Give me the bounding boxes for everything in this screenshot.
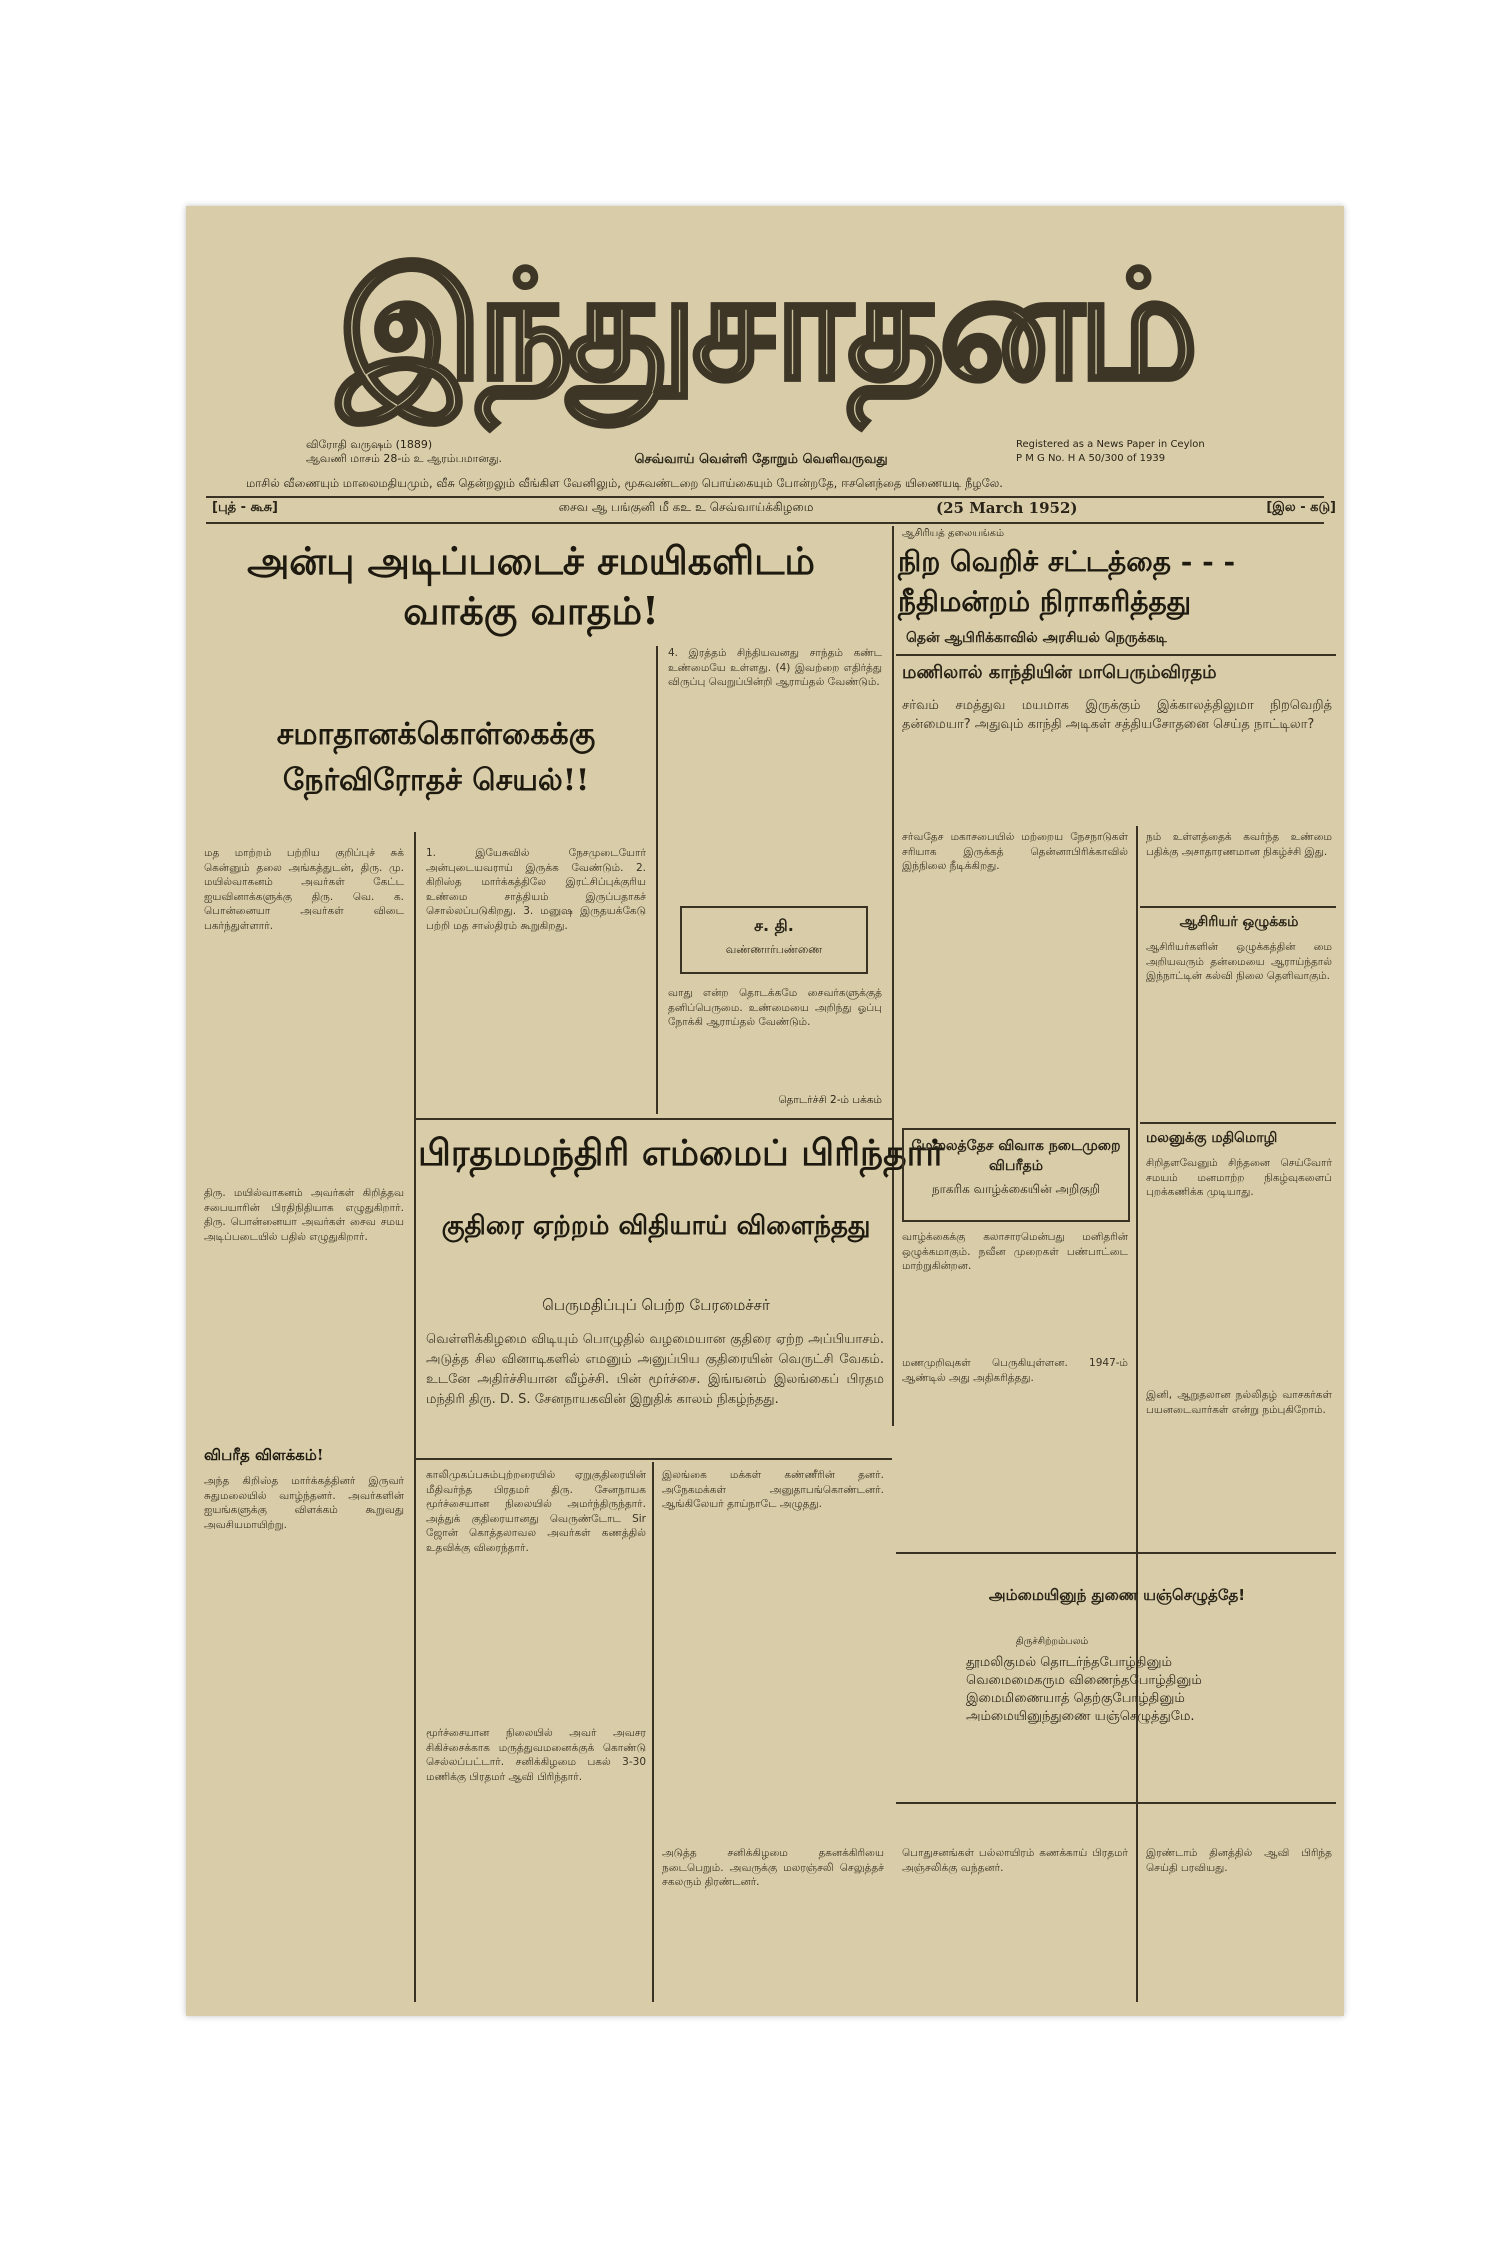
signature-initials: ச. தி.: [754, 916, 794, 935]
poem-title: அம்மையினுந் துணை யஞ்செழுத்தே!: [988, 1586, 1246, 1604]
main-body-left: காலிமுகப்பசும்புற்றரையில் ஏறுகுதிரையின் மீதிவர்ந்த பிரதமர் திரு. சேனநாயக மூர்ச்சையான நிலையில் அமர்ந்திருந்தார். அத்துக் குதிரையானது வெருண்டோட Sir ஜோன் கொத்தலாவல அவர்கள் கணத்தில் உதவிக்கு விரைந்தார்.: [426, 1469, 646, 1554]
side-body-3: இனி, ஆறுதலான நல்லிதழ் வாசகர்கள் பயனடைவார்கள் என்று நம்புகிறோம்.: [1146, 1389, 1332, 1416]
main-body-right: இலங்கை மக்கள் கண்ணீரின் தனர். அநேகமக்கள் அனுதாபங்கொண்டனர். ஆங்கிலேயர் தாய்நாடே அழுதது.: [662, 1469, 884, 1510]
main-rule-bottom: [416, 1458, 892, 1460]
vipareetha-heading: விபரீத விளக்கம்!: [204, 1446, 324, 1464]
editorial-heading: ஆசிரியர் ஒழுக்கம்: [1179, 914, 1299, 930]
editorial-rule: [1140, 906, 1336, 908]
masthead-title: இந்துசாதனம்: [337, 238, 1193, 414]
news-headline-2: மணிலால் காந்தியின் மாபெரும்விரதம்: [902, 662, 1217, 683]
era-line: விரோதி வருஷம் (1889): [306, 438, 433, 451]
main-subhead: குதிரை ஏற்றம் விதியாய் விளைந்தது: [441, 1211, 871, 1241]
news-kicker: ஆசிரியத் தலையங்கம்: [902, 528, 1004, 539]
publication-frequency: செவ்வாய் வெள்ளி தோறும் வெளிவருவது: [634, 452, 888, 467]
start-line: ஆவணி மாசம் 28-ம் உ ஆரம்பமானது.: [306, 452, 503, 465]
lead-column-2: 1. இயேசுவில் நேசமுடையோர் அன்புடையவராய் இருக்க வேண்டும். 2. கிறிஸ்த மார்க்கத்திலே இரட்சிப்புக்குரிய உண்மை சாத்தியம் இருப்பதாகச் சொல்லப்படுகிறது. 3. மனுஷ இருதயக்கேடு பற்றி மத சாஸ்திரம் கூறுகிறது.: [426, 847, 646, 932]
poem-label: திருச்சிற்றம்பலம்: [1015, 1636, 1089, 1647]
column-rule-3: [892, 526, 894, 1426]
poem-line-2: வெமைமைகரும விணைந்தபோழ்தினும்: [966, 1673, 1202, 1688]
main-body-left-2: மூர்ச்சையான நிலையில் அவர் அவசர சிகிச்சைக்காக மருத்துவமனைக்குக் கொண்டு செல்லப்பட்டார். சனிக்கிழமை பகல் 3-30 மணிக்கு பிரதமர் ஆவி பிரிந்தார்.: [426, 1727, 646, 1783]
side-article-body: வாழ்க்கைக்கு கலாசாரமென்பது மனிதரின் ஒழுக்கமாகும். நவீன முறைகள் பண்பாட்டை மாற்றுகின்றன.: [902, 1231, 1128, 1272]
poem-line-3: இமைமிணையாத் தெற்குபோழ்தினும்: [966, 1691, 1185, 1706]
lead-column-1-continued: திரு. மயில்வாகனம் அவர்கள் கிறித்தவ சபையாரின் பிரதிநிதியாக எழுதுகிறார். திரு. பொன்னையா அவர்கள் சைவ சமய அடிப்படையில் பதில் எழுதுகிறார்.: [204, 1187, 404, 1243]
signature-place: வண்ணார்பண்ணை: [725, 943, 823, 956]
header-rule-top: [206, 496, 1324, 498]
registration-line: Registered as a News Paper in Ceylon: [1016, 439, 1205, 450]
news-body: சர்வம் சமத்துவ மயமாக இருக்கும் இக்காலத்திலுமா நிறவெறித் தன்மையா? அதுவும் காந்தி அடிகள் சத்தியசோதனை செய்த நாட்டிலா?: [902, 698, 1332, 732]
news-body-3: நம் உள்ளத்தைக் கவர்ந்த உண்மை பதிக்கு அசாதாரணமான நிகழ்ச்சி இது.: [1146, 831, 1332, 858]
main-body-right-2: அடுத்த சனிக்கிழமை தகனக்கிரியை நடைபெறும். அவருக்கு மலரஞ்சலி செலுத்தச் சகலரும் திரண்டனர்.: [662, 1847, 884, 1888]
lead-column-1: மத மாற்றம் பற்றிய குறிப்புச் சுக் கென்னும் தலை அங்கத்துடன், திரு. மு. மயில்வாகனம் அவர்கள் கேட்ட ஐயவினாக்களுக்கு திரு. வெ. க. பொன்னையா அவர்கள் விடை பகர்ந்துள்ளார்.: [204, 847, 404, 932]
main-byline: பெருமதிப்புப் பெற்ற பேரமைச்சர்: [542, 1296, 770, 1314]
bottom-note-2: இரண்டாம் தினத்தில் ஆவி பிரிந்த செய்தி பரவியது.: [1146, 1847, 1332, 1874]
lead-column-3-continued: வாது என்ற தொடக்கமே சைவர்களுக்குத் தனிப்பெருமை. உண்மையை அறிந்து ஓப்பு நோக்கி ஆராய்தல் வேண்டும்.: [668, 987, 882, 1028]
newspaper-page: [186, 206, 1344, 2016]
news-body-2: சர்வதேச மகாசபையில் மற்றைய நேசநாடுகள் சரியாக இருக்கத் தென்னாபிரிக்காவில் இந்நிலை நீடிக்கிறது.: [902, 831, 1128, 872]
side-article-headline: மேலைத்தேச விவாக நடைமுறை விபரீதம்: [911, 1138, 1121, 1174]
volume-number: [புத் - கூசு]: [212, 500, 278, 515]
main-column-rule: [652, 1462, 654, 2002]
english-date: (25 March 1952): [936, 499, 1078, 517]
continued-note: தொடர்ச்சி 2-ம் பக்கம்: [778, 1094, 882, 1106]
main-headline: பிரதமமந்திரி எம்மைப் பிரிந்தார்: [418, 1132, 945, 1174]
tamil-date: சைவ ஆ பங்குனி மீ கஉ உ செவ்வாய்க்கிழமை: [558, 500, 814, 514]
lead-headline: அன்பு அடிப்படைச் சமயிகளிடம் வாக்கு வாதம்!: [247, 538, 815, 633]
column-rule-4: [1136, 826, 1138, 1896]
news-headline: நிற வெறிச் சட்டத்தை - - - நீதிமன்றம் நிராகரித்தது: [898, 545, 1236, 618]
header-right: [1016, 438, 1336, 466]
main-rule-top: [416, 1118, 892, 1120]
header-rule-bottom: [206, 522, 1324, 524]
column-rule-1: [414, 832, 416, 2002]
news-rule: [896, 654, 1336, 656]
signature-box: [680, 906, 868, 974]
column-note-rule: [1140, 1122, 1336, 1124]
poem-rule-bottom: [896, 1802, 1336, 1804]
motto: மாசில் வீணையும் மாலைமதியமும், வீசு தென்றலும் வீங்கிள வேனிலும், மூசுவண்டறை பொய்கையும் போன்றதே, ஈசனெந்தை யிணையடி நீழலே.: [246, 476, 1003, 490]
side-article-subhead: நாகரிக வாழ்க்கையின் அறிகுறி: [931, 1182, 1101, 1196]
lead-column-3: 4. இரத்தம் சிந்தியவனது சாந்தம் கண்ட உண்மையே உள்ளது. (4) இவற்றை எதிர்த்து விருப்பு வெறுப்பின்றி ஆராய்தல் வேண்டும்.: [668, 647, 882, 688]
poem-line-4: அம்மையினுந்துணை யஞ்செழுத்துமே.: [966, 1709, 1195, 1724]
side-article-body-2: மணமுறிவுகள் பெருகியுள்ளன. 1947-ம் ஆண்டில் அது அதிகரித்தது.: [902, 1357, 1128, 1384]
issue-number: [இல - கடு]: [1266, 500, 1336, 515]
column-note-body: சிறிதளவேனும் சிந்தனை செய்வோர் சமயம் மனமாற்ற நிகழ்வுகளைப் புறக்கணிக்க முடியாது.: [1146, 1157, 1332, 1198]
news-subhead: தென் ஆபிரிக்காவில் அரசியல் நெருக்கடி: [906, 630, 1167, 646]
poem-lines: [966, 1654, 1306, 1726]
bottom-rule: [1136, 1842, 1138, 2002]
lead-subhead: சமாதானக்கொள்கைக்கு நேர்விரோதச் செயல்!!: [276, 717, 596, 798]
main-body: வெள்ளிக்கிழமை விடியும் பொழுதில் வழமையான குதிரை ஏற்ற அப்பியாசம். அடுத்த சில வினாடிகளில் எமனும் அனுப்பிய குதிரையின் வெருட்சி வேகம். உடனே அதிர்ச்சியான வீழ்ச்சி. பின் மூர்ச்சை. இங்ஙனம் இலங்கைப் பிரதம மந்திரி திரு. D. S. சேனநாயகவின் இறுதிக் காலம் நிகழ்ந்தது.: [426, 1332, 884, 1407]
column-note-heading: மலனுக்கு மதிமொழி: [1146, 1130, 1278, 1146]
poem-rule-top: [896, 1552, 1336, 1554]
bottom-note: பொதுசனங்கள் பல்லாயிரம் கணக்காய் பிரதமர் அஞ்சலிக்கு வந்தனர்.: [902, 1847, 1128, 1874]
column-rule-2: [656, 646, 658, 1114]
editorial-body: ஆசிரியர்களின் ஒழுக்கத்தின் மை அறியவரும் தன்மையை ஆராய்ந்தால் இந்நாட்டின் கல்வி நிலை தெளிவாகும்.: [1146, 941, 1332, 982]
vipareetha-body: அந்த கிறிஸ்த மார்க்கத்தினர் இருவர் சுதுமலையில் வாழ்ந்தனர். அவர்களின் ஐயங்களுக்கு விளக்கம் கூறுவது அவசியமாயிற்று.: [204, 1475, 404, 1531]
pmg-line: P M G No. H A 50/300 of 1939: [1016, 453, 1166, 464]
poem-line-1: தூமலிகுமல் தொடர்ந்தபோழ்தினும்: [966, 1655, 1172, 1670]
side-article-header: [902, 1128, 1130, 1222]
header-left: [306, 438, 526, 466]
